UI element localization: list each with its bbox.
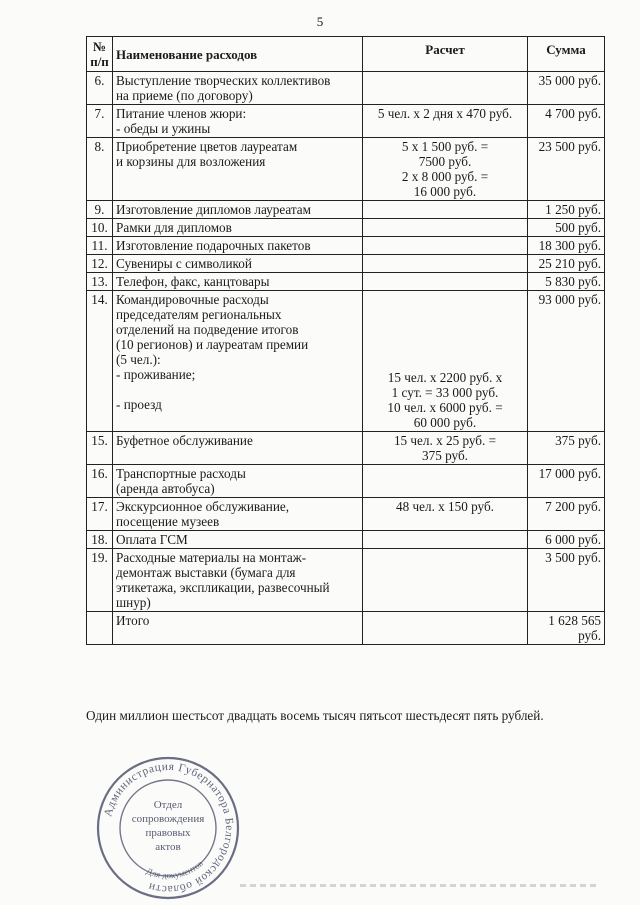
table-row (87, 612, 605, 645)
row-name (113, 237, 363, 255)
row-calc-line: 60 000 руб. (413, 415, 477, 430)
row-sum: 17 000 руб. (528, 465, 605, 498)
row-sum: 25 210 руб. (528, 255, 605, 273)
row-calc-line: 375 руб. (422, 448, 468, 463)
row-number: 7. (87, 105, 113, 138)
table-row (87, 255, 605, 273)
row-number: 18. (87, 531, 113, 549)
row-name (113, 531, 363, 549)
table-body (87, 72, 605, 645)
row-name-line: Расходные материалы на монтаж- (116, 550, 307, 565)
row-calc (363, 291, 528, 432)
row-number: 15. (87, 432, 113, 465)
row-number: 14. (87, 291, 113, 432)
table-header-row (87, 37, 605, 72)
row-calc-line: 15 чел. х 25 руб. = (393, 433, 497, 448)
row-name-line: на приеме (по договору) (116, 88, 253, 103)
row-name-line: - проживание; (116, 367, 196, 382)
row-calc-line: 16 000 руб. (413, 184, 477, 199)
row-name-line: Телефон, факс, канцтовары (116, 274, 270, 289)
row-name-line: Рамки для дипломов (116, 220, 232, 235)
row-name (113, 273, 363, 291)
row-name-line: Командировочные расходы (116, 292, 269, 307)
row-name-line: (5 чел.): (116, 352, 161, 367)
row-name (113, 72, 363, 105)
row-name (113, 549, 363, 612)
row-sum: 7 200 руб. (528, 498, 605, 531)
table-row (87, 273, 605, 291)
row-calc (363, 72, 528, 105)
row-name-line: Сувениры с символикой (116, 256, 252, 271)
row-calc-line: 10 чел. х 6000 руб. = (387, 400, 503, 415)
row-sum: 5 830 руб. (528, 273, 605, 291)
row-name-line: Итого (116, 613, 150, 628)
row-name-line: - проезд (116, 397, 162, 412)
stamp-line-2: сопровождения (131, 813, 205, 825)
row-name-line: (10 регионов) и лауреатам премии (116, 337, 309, 352)
row-name (113, 255, 363, 273)
row-calc (363, 432, 528, 465)
row-name-line: Оплата ГСМ (116, 532, 188, 547)
row-number: 17. (87, 498, 113, 531)
table-row (87, 219, 605, 237)
row-name-line (116, 382, 359, 397)
row-calc (363, 255, 528, 273)
row-sum: 1 628 565 руб. (528, 612, 605, 645)
row-calc-line: 48 чел. х 150 руб. (396, 499, 494, 514)
stamp-line-4: актов (155, 841, 181, 853)
row-name (113, 219, 363, 237)
row-calc (363, 612, 528, 645)
table-row (87, 72, 605, 105)
table-row (87, 237, 605, 255)
row-calc (363, 531, 528, 549)
row-sum: 500 руб. (528, 219, 605, 237)
row-name (113, 612, 363, 645)
table-row (87, 291, 605, 432)
row-name-line: Выступление творческих коллективов (116, 73, 331, 88)
row-calc (363, 465, 528, 498)
row-number: 19. (87, 549, 113, 612)
row-number (87, 612, 113, 645)
row-name (113, 291, 363, 432)
row-name (113, 201, 363, 219)
row-number: 9. (87, 201, 113, 219)
row-sum: 18 300 руб. (528, 237, 605, 255)
row-name-line: Изготовление подарочных пакетов (116, 238, 311, 253)
row-calc (363, 237, 528, 255)
stamp-outer-text: Администрация Губернатора Белгородской области (102, 760, 236, 896)
table-row (87, 138, 605, 201)
row-name-line: и корзины для возложения (116, 154, 266, 169)
row-calc (363, 105, 528, 138)
row-number: 13. (87, 273, 113, 291)
table-row (87, 432, 605, 465)
header-num: № п/п (87, 37, 113, 72)
row-calc (363, 219, 528, 237)
table-row (87, 549, 605, 612)
row-name-line: Питание членов жюри: (116, 106, 247, 121)
row-name (113, 465, 363, 498)
table-row (87, 498, 605, 531)
official-stamp (94, 754, 242, 902)
row-calc-line: 5 х 1 500 руб. = (401, 139, 489, 154)
row-name-line: отделений на подведение итогов (116, 322, 299, 337)
row-name-line: Экскурсионное обслуживание, (116, 499, 290, 514)
row-sum: 23 500 руб. (528, 138, 605, 201)
row-name-line: - обеды и ужины (116, 121, 211, 136)
scan-artifact (240, 884, 600, 887)
row-calc-line: 15 чел. х 2200 руб. х (387, 370, 503, 385)
row-calc (363, 498, 528, 531)
amount-in-words: Один миллион шестьсот двадцать восемь тысяч пятьсот шестьдесят пять рублей. (86, 708, 544, 723)
header-sum: Сумма (528, 37, 605, 72)
row-calc-line: 2 х 8 000 руб. = (401, 169, 489, 184)
row-name-line: Транспортные расходы (116, 466, 246, 481)
row-sum: 375 руб. (528, 432, 605, 465)
row-calc-line: 7500 руб. (418, 154, 472, 169)
row-name-line: (аренда автобуса) (116, 481, 215, 496)
row-name (113, 432, 363, 465)
calc-spacer (366, 292, 524, 370)
stamp-line-3: правовых (145, 827, 191, 839)
row-name-line: посещение музеев (116, 514, 220, 529)
row-name-line: Приобретение цветов лауреатам (116, 139, 298, 154)
row-calc-line: 1 сут. = 33 000 руб. (391, 385, 499, 400)
row-name (113, 498, 363, 531)
row-name-line: демонтаж выставки (бумага для (116, 565, 296, 580)
row-number: 12. (87, 255, 113, 273)
row-number: 16. (87, 465, 113, 498)
row-sum: 4 700 руб. (528, 105, 605, 138)
expense-table (86, 36, 605, 645)
row-calc (363, 138, 528, 201)
row-number: 6. (87, 72, 113, 105)
row-name-line: этикетажа, экспликации, развесочный (116, 580, 330, 595)
table-row (87, 201, 605, 219)
row-sum: 93 000 руб. (528, 291, 605, 432)
page-number: 5 (316, 14, 324, 29)
table-row (87, 531, 605, 549)
stamp-line-1: Отдел (153, 799, 183, 811)
table-row (87, 105, 605, 138)
row-number: 10. (87, 219, 113, 237)
row-name (113, 105, 363, 138)
row-name (113, 138, 363, 201)
header-calc: Расчет (363, 37, 528, 72)
row-calc (363, 273, 528, 291)
row-name-line: Изготовление дипломов лауреатам (116, 202, 311, 217)
row-sum: 1 250 руб. (528, 201, 605, 219)
stamp-bottom-text: Для документов (144, 858, 205, 881)
row-calc-line: 5 чел. х 2 дня х 470 руб. (377, 106, 513, 121)
row-sum: 6 000 руб. (528, 531, 605, 549)
row-sum: 3 500 руб. (528, 549, 605, 612)
row-calc (363, 201, 528, 219)
table-row (87, 465, 605, 498)
row-name-line: председателям региональных (116, 307, 282, 322)
row-calc (363, 549, 528, 612)
row-sum: 35 000 руб. (528, 72, 605, 105)
row-name-line: Буфетное обслуживание (116, 433, 253, 448)
row-number: 8. (87, 138, 113, 201)
header-name: Наименование расходов (113, 37, 363, 72)
row-name-line: шнур) (116, 595, 151, 610)
row-number: 11. (87, 237, 113, 255)
